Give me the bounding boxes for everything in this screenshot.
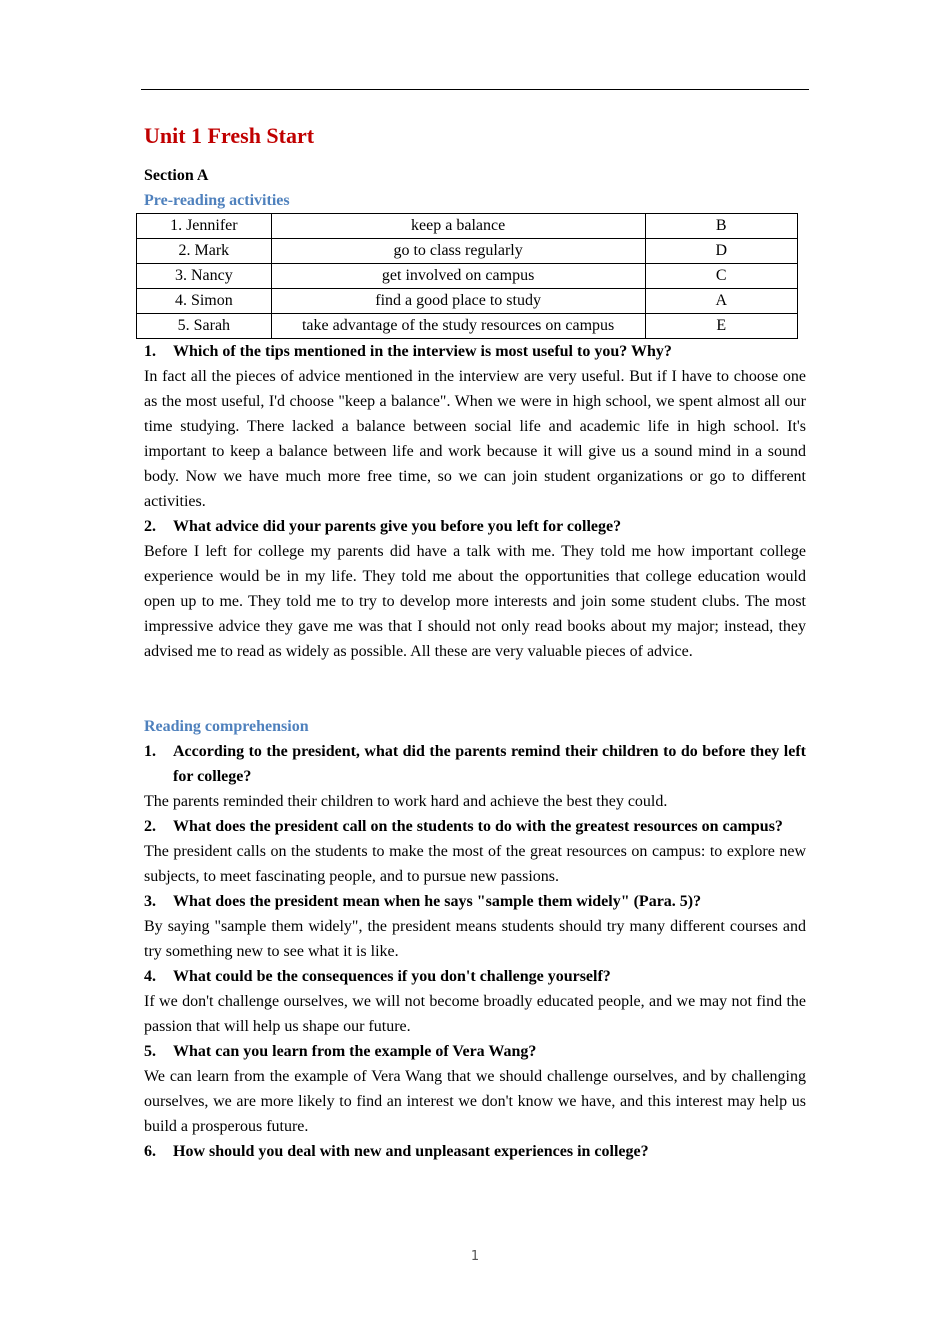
- reading-comprehension-heading: Reading comprehension: [144, 718, 309, 735]
- section-spacer: [144, 664, 806, 714]
- question-text: What advice did your parents give you before you left for college?: [173, 518, 622, 535]
- table-cell-name: 3. Nancy: [137, 264, 272, 289]
- table-cell-tip: go to class regularly: [271, 239, 645, 264]
- table-cell-letter: B: [645, 214, 797, 239]
- question-number: 1.: [144, 343, 156, 360]
- table-cell-name: 5. Sarah: [137, 314, 272, 339]
- table-row: [137, 314, 798, 339]
- page-content: [144, 121, 806, 1164]
- section-label: Section A: [144, 167, 209, 184]
- answer-text: Before I left for college my parents did have a talk with me. They told me how important college experience would be in my life. They told me about the opportunities that college education would open up to me. They told me to try to develop more interests and join some student clubs. The most impressive advice they gave me was that I should not only read books about my major; instead, they advised me to read as widely as possible. All these are very valuable pieces of advice.: [144, 543, 806, 660]
- question: [144, 889, 806, 914]
- unit-title: Unit 1 Fresh Start: [144, 123, 315, 148]
- table-cell-tip: get involved on campus: [271, 264, 645, 289]
- pre-reading-heading: Pre-reading activities: [144, 192, 290, 209]
- question-number: 3.: [144, 893, 156, 910]
- table-row: [137, 264, 798, 289]
- question: [144, 739, 806, 789]
- question: [144, 1139, 806, 1164]
- answer-text: The parents reminded their children to work hard and achieve the best they could.: [144, 793, 668, 810]
- table-cell-tip: find a good place to study: [271, 289, 645, 314]
- question-text: What does the president call on the students to do with the greatest resources on campus?: [173, 818, 783, 835]
- question-number: 2.: [144, 518, 156, 535]
- answer-text: If we don't challenge ourselves, we will not become broadly educated people, and we may not find the passion that will help us shape our future.: [144, 993, 806, 1035]
- table-cell-letter: C: [645, 264, 797, 289]
- answer-text: By saying "sample them widely", the president means students should try many different courses and try something new to see what it is like.: [144, 918, 806, 960]
- question-text: What does the president mean when he says "sample them widely" (Para. 5)?: [173, 893, 702, 910]
- answer-text: The president calls on the students to make the most of the great resources on campus: to explore new subjects, to meet fascinating people, and to pursue new passions.: [144, 843, 806, 885]
- table-cell-tip: keep a balance: [271, 214, 645, 239]
- table-cell-name: 1. Jennifer: [137, 214, 272, 239]
- table-row: [137, 214, 798, 239]
- question-text: What could be the consequences if you don't challenge yourself?: [173, 968, 611, 985]
- table-cell-name: 2. Mark: [137, 239, 272, 264]
- question-number: 4.: [144, 968, 156, 985]
- table-row: [137, 239, 798, 264]
- question-number: 2.: [144, 818, 156, 835]
- question-number: 1.: [144, 743, 156, 760]
- question-number: 5.: [144, 1043, 156, 1060]
- question-text: What can you learn from the example of Vera Wang?: [173, 1043, 537, 1060]
- page-number: 1: [470, 1249, 480, 1264]
- answer-text: In fact all the pieces of advice mentioned in the interview are very useful. But if I have to choose one as the most useful, I'd choose "keep a balance". When we were in high school, we spent almost all our time studying. There lacked a balance between social life and academic life in high school. It's important to keep a balance between life and work because it will give us a sound mind in a sound body. Now we have much more free time, so we can join student organizations or go to different activities.: [144, 368, 806, 510]
- question-number: 6.: [144, 1143, 156, 1160]
- question: [144, 1039, 806, 1064]
- table-cell-tip: take advantage of the study resources on campus: [271, 314, 645, 339]
- question: [144, 814, 806, 839]
- header-rule: [141, 89, 809, 90]
- question-text: Which of the tips mentioned in the interview is most useful to you? Why?: [173, 343, 672, 360]
- question: [144, 339, 806, 364]
- table-cell-letter: D: [645, 239, 797, 264]
- question: [144, 514, 806, 539]
- table-row: [137, 289, 798, 314]
- question-text: According to the president, what did the parents remind their children to do before they left for college?: [173, 743, 806, 785]
- table-cell-letter: A: [645, 289, 797, 314]
- table-cell-name: 4. Simon: [137, 289, 272, 314]
- answer-text: We can learn from the example of Vera Wang that we should challenge ourselves, and by challenging ourselves, we are more likely to find an interest we don't know we have, and this interest may help us build a prosperous future.: [144, 1068, 806, 1135]
- question-text: How should you deal with new and unpleasant experiences in college?: [173, 1143, 649, 1160]
- matching-table: [136, 213, 798, 339]
- table-cell-letter: E: [645, 314, 797, 339]
- question: [144, 964, 806, 989]
